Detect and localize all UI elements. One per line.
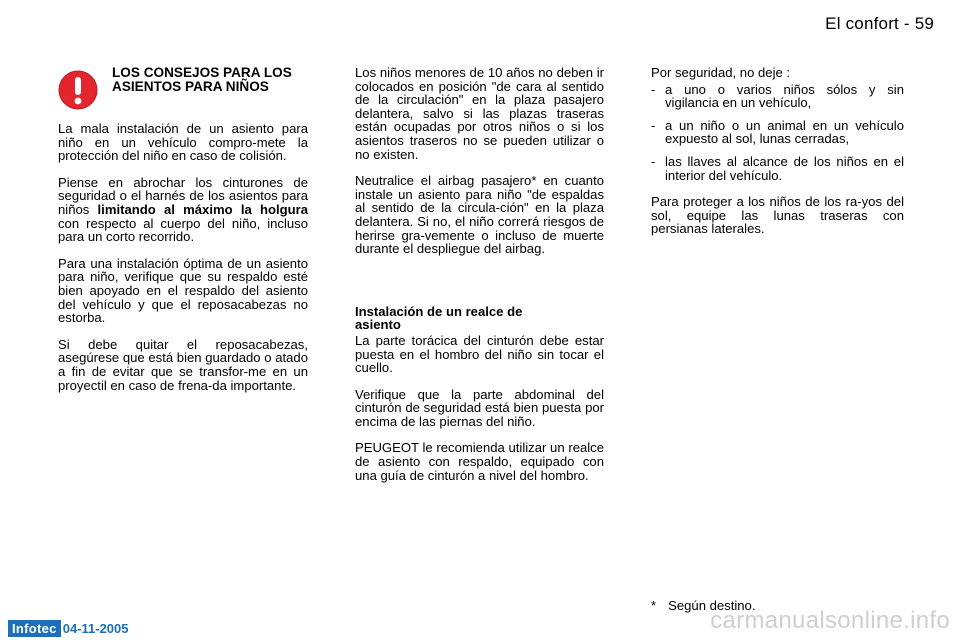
list-item bbox=[651, 155, 904, 182]
footnote-marker: * bbox=[651, 598, 657, 613]
text-run: con respecto al cuerpo del niño, incluso para un corto recorrido. bbox=[58, 215, 308, 245]
text-run: Piense en abrochar los cinturones de seguridad o el harnés de los asientos para niños bbox=[58, 174, 308, 217]
dash-marker: - bbox=[651, 81, 656, 97]
paragraph-with-bold bbox=[58, 176, 308, 244]
infotec-logo: Infotec bbox=[8, 620, 61, 637]
paragraph: La mala instalación de un asiento para niño en un vehículo compro-mete la protección del niño en caso de colisión. bbox=[58, 121, 308, 164]
paragraph-intro: Por seguridad, no deje : bbox=[651, 65, 791, 80]
paragraph: Verifique que la parte abdominal del cinturón de seguridad está bien puesta por encima de las piernas del niño. bbox=[355, 386, 604, 429]
bold-text: limitando al máximo la holgura bbox=[97, 201, 308, 217]
list-item bbox=[651, 119, 904, 146]
section-title: LOS CONSEJOS PARA LOS ASIENTOS PARA NIÑOS bbox=[112, 65, 292, 95]
column-left bbox=[58, 66, 308, 405]
dash-marker: - bbox=[651, 117, 656, 133]
paragraph: Los niños menores de 10 años no deben ir colocados en posición "de cara al sentido de la circulación" en la plaza pasajero delantera, salvo si las plazas traseras están ocupadas por otros niños o si los asientos traseros no se pueden utilizar o no existen. bbox=[355, 65, 604, 162]
subheading: Instalación de un realce de asiento bbox=[355, 303, 523, 333]
list-item bbox=[651, 83, 904, 110]
footnote-text: Según destino. bbox=[668, 598, 756, 613]
paragraph: Para proteger a los niños de los ra-yos del sol, equipe las lunas traseras con persianas laterales. bbox=[651, 194, 904, 237]
exclamation-circle-icon bbox=[58, 70, 98, 110]
column-right bbox=[651, 66, 904, 249]
warning-block bbox=[58, 66, 308, 110]
paragraph: Si debe quitar el reposacabezas, asegúrese que está bien guardado o atado a fin de evitar que se transfor-me en un proyectil en caso de frena-da importante. bbox=[58, 336, 308, 393]
watermark: carmanualsonline.info bbox=[710, 607, 950, 634]
paragraph: PEUGEOT le recomienda utilizar un realce de asiento con respaldo, equipado con una guía de cinturón a nivel del hombro. bbox=[355, 440, 604, 483]
list-item-text: las llaves al alcance de los niños en el interior del vehículo. bbox=[665, 153, 904, 183]
dash-marker: - bbox=[651, 153, 656, 169]
page-header bbox=[825, 14, 934, 34]
column-middle bbox=[355, 66, 604, 495]
paragraph: Neutralice el airbag pasajero* en cuanto instale un asiento para niño "de espaldas al sentido de la circula-ción" en la plaza delantera. Si no, el niño correrá riesgos de herirse gra-vemente o incluso de muerte durante el despliegue del airbag. bbox=[355, 173, 604, 257]
bullet-list bbox=[651, 83, 904, 183]
paragraph: La parte torácica del cinturón debe estar puesta en el hombro del niño sin tocar el cuello. bbox=[355, 332, 604, 376]
spacer bbox=[355, 269, 604, 305]
footer-brand bbox=[8, 620, 129, 637]
list-item-text: a un niño o un animal en un vehículo expuesto al sol, lunas cerradas, bbox=[665, 117, 904, 147]
footer-date: 04-11-2005 bbox=[62, 621, 129, 636]
page-title: El confort - 59 bbox=[825, 14, 934, 33]
paragraph: Para una instalación óptima de un asiento para niño, verifique que su respaldo esté bien apoyado en el respaldo del asiento del vehículo y que el reposacabezas no estorba. bbox=[58, 255, 308, 326]
list-item-text: a uno o varios niños sólos y sin vigilancia en un vehículo, bbox=[665, 81, 904, 111]
